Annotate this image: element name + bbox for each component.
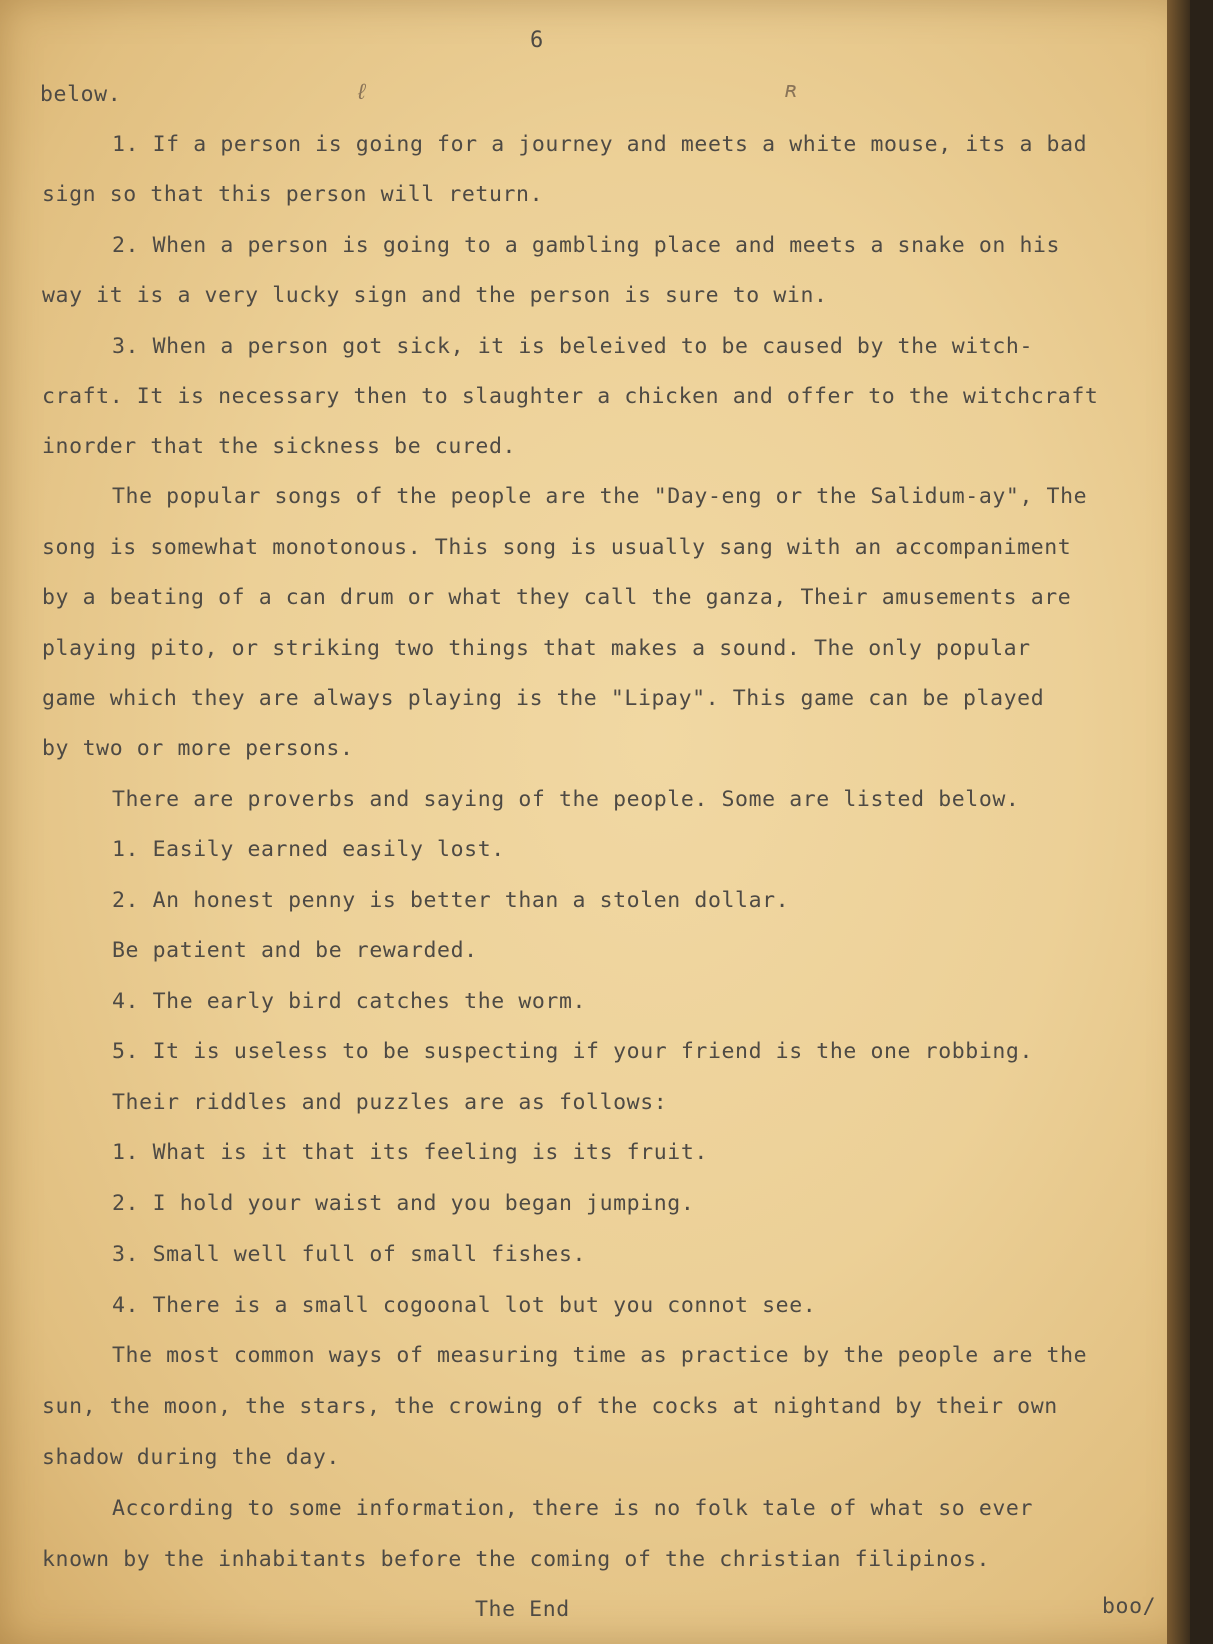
text-line: sun, the moon, the stars, the crowing of the cocks at nightand by their own (42, 1394, 1058, 1419)
page-number: 6 (530, 28, 544, 53)
text-line: According to some information, there is no folk tale of what so ever (112, 1496, 1033, 1521)
text-line: known by the inhabitants before the coming of the christian filipinos. (42, 1547, 991, 1572)
text-line: 1. Easily earned easily lost. (112, 837, 505, 862)
text-line: sign so that this person will return. (42, 182, 544, 207)
text-line: craft. It is necessary then to slaughter a chicken and offer to the witchcraft (42, 384, 1099, 409)
text-line: 2. I hold your waist and you began jumping. (112, 1191, 695, 1216)
text-line: song is somewhat monotonous. This song is usually sang with an accompaniment (42, 535, 1072, 560)
text-line: 4. There is a small cogoonal lot but you connot see. (112, 1293, 817, 1318)
text-line: The most common ways of measuring time as practice by the people are the (112, 1343, 1088, 1368)
pencil-mark: ʀ (785, 78, 799, 103)
text-line: below. (40, 82, 122, 107)
pencil-mark: ℓ (355, 80, 369, 105)
text-line: by two or more persons. (42, 736, 354, 761)
text-line: 3. Small well full of small fishes. (112, 1242, 587, 1267)
typist-initials: boo/ (1102, 1594, 1157, 1619)
text-line: 1. What is it that its feeling is its fruit. (112, 1140, 708, 1165)
text-line: 2. When a person is going to a gambling place and meets a snake on his (112, 233, 1061, 258)
text-line: The popular songs of the people are the "Day-eng or the Salidum-ay", The (112, 484, 1088, 509)
text-line: There are proverbs and saying of the people. Some are listed below. (112, 787, 1020, 812)
text-line: 4. The early bird catches the worm. (112, 989, 587, 1014)
text-line: inorder that the sickness be cured. (42, 434, 517, 459)
text-line: 1. If a person is going for a journey and meets a white mouse, its a bad (112, 132, 1088, 157)
text-line: 2. An honest penny is better than a stolen dollar. (112, 888, 790, 913)
text-line: Be patient and be rewarded. (112, 938, 478, 963)
text-line: 3. When a person got sick, it is beleived to be caused by the witch- (112, 334, 1033, 359)
text-line: playing pito, or striking two things that makes a sound. The only popular (42, 636, 1031, 661)
text-line: way it is a very lucky sign and the person is sure to win. (42, 283, 828, 308)
end-mark: The End (475, 1597, 570, 1622)
text-line: Their riddles and puzzles are as follows: (112, 1090, 668, 1115)
text-line: 5. It is useless to be suspecting if your friend is the one robbing. (112, 1039, 1033, 1064)
text-line: shadow during the day. (42, 1445, 340, 1470)
page-edge (1167, 0, 1190, 1644)
text-line: by a beating of a can drum or what they call the ganza, Their amusements are (42, 585, 1072, 610)
text-line: game which they are always playing is the "Lipay". This game can be played (42, 686, 1045, 711)
